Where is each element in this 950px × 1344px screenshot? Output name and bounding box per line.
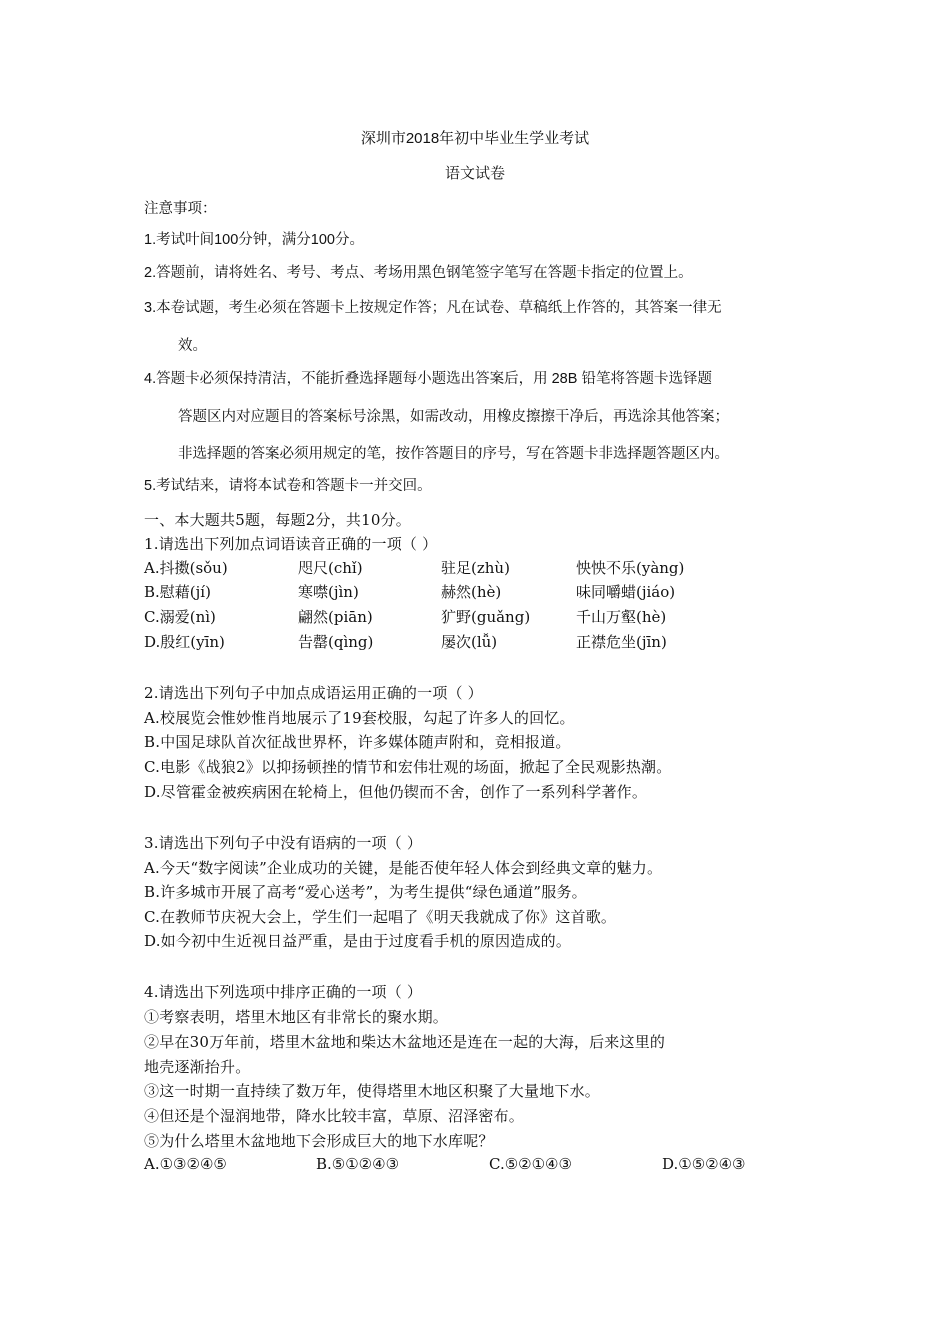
- section-heading: 一、本大题共5题，每题2分，共10分。: [144, 511, 411, 529]
- q2-option-b: B.中国足球队首次征战世界杯，许多媒体随声附和，竞相报道。: [144, 733, 571, 751]
- q1-d-2: 告罄(qìng): [298, 633, 374, 651]
- q4-stem: 4.请选出下列选项中排序正确的一项（ ）: [144, 983, 423, 1001]
- q2-option-d: D.尽管霍金被疾病困在轮椅上，但他仍锲而不舍，创作了一系列科学著作。: [144, 783, 648, 801]
- q4-option-b: B.⑤①②④③: [316, 1155, 400, 1173]
- note-4-line-1: 4.答题卡必须保持清洁，不能折叠选择题每小题选出答案后，用 28B 铅笔将答题卡选铎题: [144, 371, 712, 387]
- q1-b-4: 味同嚼蜡(jiáo): [576, 583, 676, 601]
- q4-sentence-3: ③这一时期一直持续了数万年，使得塔里木地区积聚了大量地下水。: [144, 1082, 601, 1100]
- q1-c-4: 千山万壑(hè): [576, 608, 667, 626]
- q2-stem: 2.请选出下列句子中加点成语运用正确的一项（ ）: [144, 684, 483, 702]
- q4-option-c: C.⑤②①④③: [489, 1155, 572, 1173]
- q1-a-3: 驻足(zhù): [441, 559, 510, 577]
- note-1: 1.考试叶间100分钟，满分100分。: [144, 232, 364, 248]
- q4-option-d: D.①⑤②④③: [662, 1155, 746, 1173]
- q1-b-2: 寒噤(jìn): [298, 583, 359, 601]
- exam-subtitle: 语文试卷: [444, 165, 505, 182]
- q3-stem: 3.请选出下列句子中没有语病的一项（ ）: [144, 834, 423, 852]
- note-4-line-2: 答题区内对应题目的答案标号涂黑，如需改动，用橡皮擦擦干净后，再选涂其他答案；: [178, 409, 729, 425]
- note-4-line-3: 非选择题的答案必须用规定的笔，按作答题目的序号，写在答题卡非选择题答题区内。: [178, 446, 729, 462]
- q4-sentence-2-line-1: ②早在30万年前，塔里木盆地和柴达木盆地还是连在一起的大海，后来这里的: [144, 1033, 666, 1051]
- q1-a-1: A.抖擞(sǒu): [144, 559, 228, 577]
- q2-option-a: A.校展览会惟妙惟肖地展示了19套校服，勾起了许多人的回忆。: [144, 709, 575, 727]
- q4-sentence-2-line-2: 地壳逐渐抬升。: [144, 1058, 251, 1076]
- q4-sentence-1: ①考察表明，塔里木地区有非常长的聚水期。: [144, 1008, 449, 1026]
- q3-option-c: C.在教师节庆祝大会上，学生们一起唱了《明天我就成了你》这首歌。: [144, 908, 617, 926]
- q3-option-b: B.许多城市开展了高考“爱心送考”，为考生提供“绿色通道”服务。: [144, 883, 587, 901]
- q4-option-a: A.①③②④⑤: [144, 1155, 227, 1173]
- q1-c-1: C.溺爱(nì): [144, 608, 216, 626]
- q3-option-a: A.今天“数字阅读”企业成功的关键，是能否使年轻人体会到经典文章的魅力。: [144, 859, 663, 877]
- q1-a-4: 怏怏不乐(yàng): [576, 559, 685, 577]
- q4-sentence-5: ⑤为什么塔里木盆地地下会形成巨大的地下水库呢？: [144, 1132, 494, 1150]
- q1-d-3: 屡次(lǚ): [441, 633, 498, 651]
- exam-title: 深圳市2018年初中毕业生学业考试: [360, 130, 590, 147]
- q1-c-2: 翩然(piān): [298, 608, 373, 626]
- q1-a-2: 咫尺(chǐ): [298, 559, 363, 577]
- q3-option-d: D.如今初中生近视日益严重，是由于过度看手机的原因造成的。: [144, 932, 572, 950]
- note-3-line-1: 3.本卷试题，考生必须在答题卡上按规定作答；凡在试卷、草稿纸上作答的，其答案一律无: [144, 300, 722, 316]
- q1-c-3: 犷野(guǎng): [441, 608, 531, 626]
- note-3-line-2: 效。: [178, 338, 207, 354]
- q1-b-1: B.慰藉(jí): [144, 583, 211, 601]
- q1-b-3: 赫然(hè): [441, 583, 502, 601]
- q4-sentence-4: ④但还是个湿润地带，降水比较丰富，草原、沼泽密布。: [144, 1107, 525, 1125]
- note-2: 2.答题前，请将姓名、考号、考点、考场用黑色钢笔签字笔写在答题卡指定的位置上。: [144, 265, 693, 281]
- q1-d-4: 正襟危坐(jīn): [576, 633, 667, 651]
- q1-d-1: D.殷红(yīn): [144, 633, 225, 651]
- q2-option-c: C.电影《战狼2》以抑扬顿挫的情节和宏伟壮观的场面，掀起了全民观影热潮。: [144, 758, 672, 776]
- notes-heading: 注意事项：: [144, 201, 217, 217]
- note-5: 5.考试结来，请将本试卷和答题卡一并交回。: [144, 478, 432, 494]
- q1-stem: 1.请选出下列加点词语读音正确的一项（ ）: [144, 535, 438, 553]
